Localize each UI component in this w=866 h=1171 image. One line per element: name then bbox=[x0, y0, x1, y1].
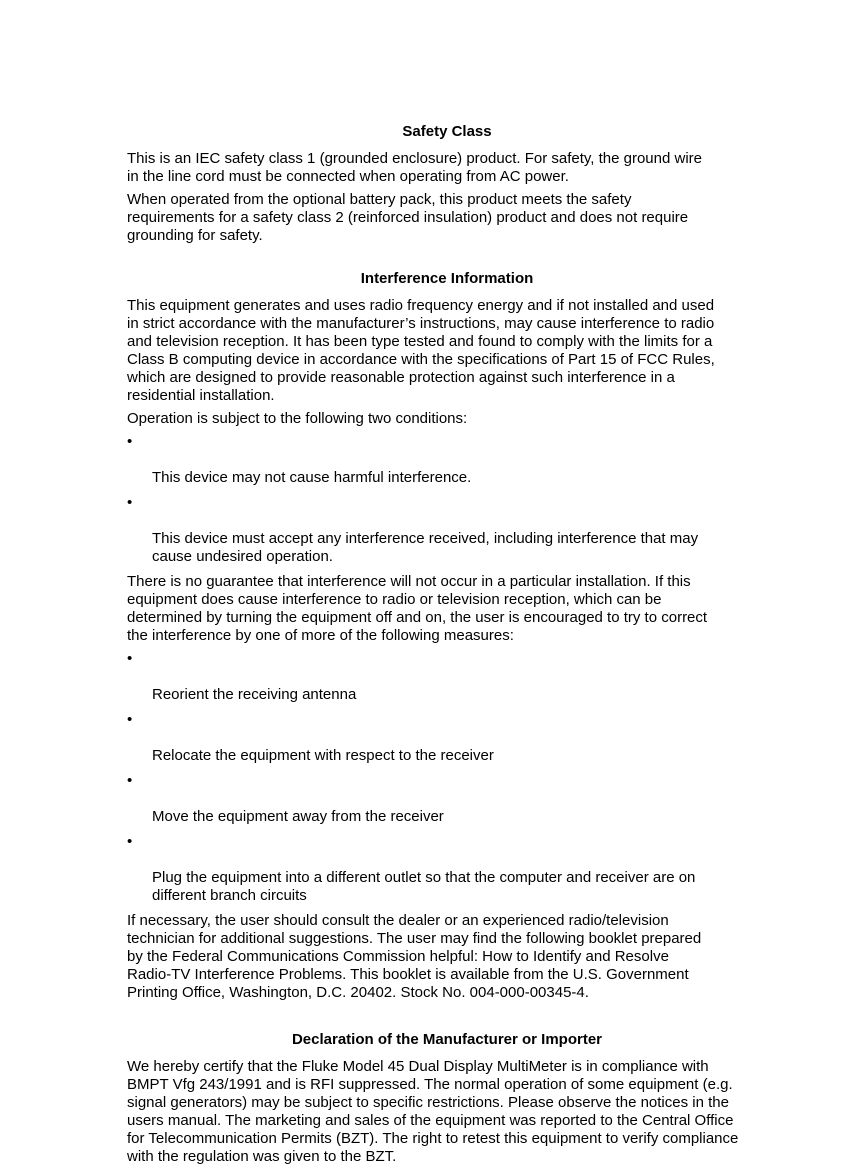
list-item bbox=[127, 433, 767, 487]
interference-section bbox=[127, 269, 767, 1002]
bullet-icon: • bbox=[127, 650, 133, 667]
measure-text: Move the equipment away from the receiver bbox=[152, 808, 444, 825]
safety-class-section bbox=[127, 122, 767, 245]
measure-text: Reorient the receiving antenna bbox=[152, 686, 357, 703]
list-item bbox=[127, 494, 767, 566]
bullet-icon: • bbox=[127, 494, 133, 511]
list-item bbox=[127, 772, 767, 826]
declaration-paragraph: We hereby certify that the Fluke Model 45 Dual Display MultiMeter is in compliance with BMPT Vfg 243/1991 and is RFI suppressed. The normal operation of some equipment (e.g. signal generators) may be subject to specific restrictions. Please observe the notices in the users manual. The marketing and sales of the equipment was reported to the Central Office for Telecommunication Permits (BZT). The right to retest this equipment to verify compliance with the regulation was given to the BZT. bbox=[127, 1058, 739, 1165]
safety-class-heading: Safety Class bbox=[402, 123, 492, 140]
list-item bbox=[127, 833, 767, 905]
interference-paragraph-1: This equipment generates and uses radio frequency energy and if not installed and used in strict accordance with the manufacturer’s instructions, may cause interference to radio and television reception. It has been type tested and found to comply with the limits for a Class B computing device in accordance with the specifications of Part 15 of FCC Rules, which are designed to provide reasonable protection against such interference in a residential installation. bbox=[127, 297, 715, 404]
condition-text: This device must accept any interference received, including interference that may cause undesired operation. bbox=[152, 530, 699, 565]
declaration-section bbox=[127, 1030, 767, 1166]
bullet-icon: • bbox=[127, 772, 133, 789]
safety-class-paragraph-1: This is an IEC safety class 1 (grounded enclosure) product. For safety, the ground wire in the line cord must be connected when operating from AC power. bbox=[127, 150, 702, 185]
measure-text: Relocate the equipment with respect to the receiver bbox=[152, 747, 494, 764]
bullet-icon: • bbox=[127, 433, 133, 450]
measure-text: Plug the equipment into a different outlet so that the computer and receiver are on different branch circuits bbox=[152, 869, 696, 904]
section-spacer bbox=[127, 250, 767, 269]
interference-heading: Interference Information bbox=[360, 270, 534, 287]
interference-paragraph-2: Operation is subject to the following two conditions: bbox=[127, 410, 468, 427]
bullet-icon: • bbox=[127, 711, 133, 728]
condition-text: This device may not cause harmful interference. bbox=[152, 469, 472, 486]
conditions-list bbox=[127, 433, 767, 566]
measures-list bbox=[127, 650, 767, 905]
list-item bbox=[127, 650, 767, 704]
safety-class-paragraph-2: When operated from the optional battery pack, this product meets the safety requirements for a safety class 2 (reinforced insulation) product and does not require grounding for safety. bbox=[127, 191, 689, 244]
declaration-heading: Declaration of the Manufacturer or Importer bbox=[291, 1031, 603, 1048]
section-spacer bbox=[127, 1007, 767, 1030]
interference-paragraph-4: If necessary, the user should consult the dealer or an experienced radio/television technician for additional suggestions. The user may find the following booklet prepared by the Federal Communications Commission helpful: How to Identify and Resolve Radio-TV Interference Problems. This booklet is available from the U.S. Government Printing Office, Washington, D.C. 20402. Stock No. 004-000-00345-4. bbox=[127, 912, 702, 1001]
interference-paragraph-3: There is no guarantee that interference will not occur in a particular installation. If this equipment does cause interference to radio or television reception, which can be determined by turning the equipment off and on, the user is encouraged to try to correct the interference by one of more of the following measures: bbox=[127, 573, 708, 644]
list-item bbox=[127, 711, 767, 765]
document-page bbox=[127, 122, 767, 1171]
bullet-icon: • bbox=[127, 833, 133, 850]
